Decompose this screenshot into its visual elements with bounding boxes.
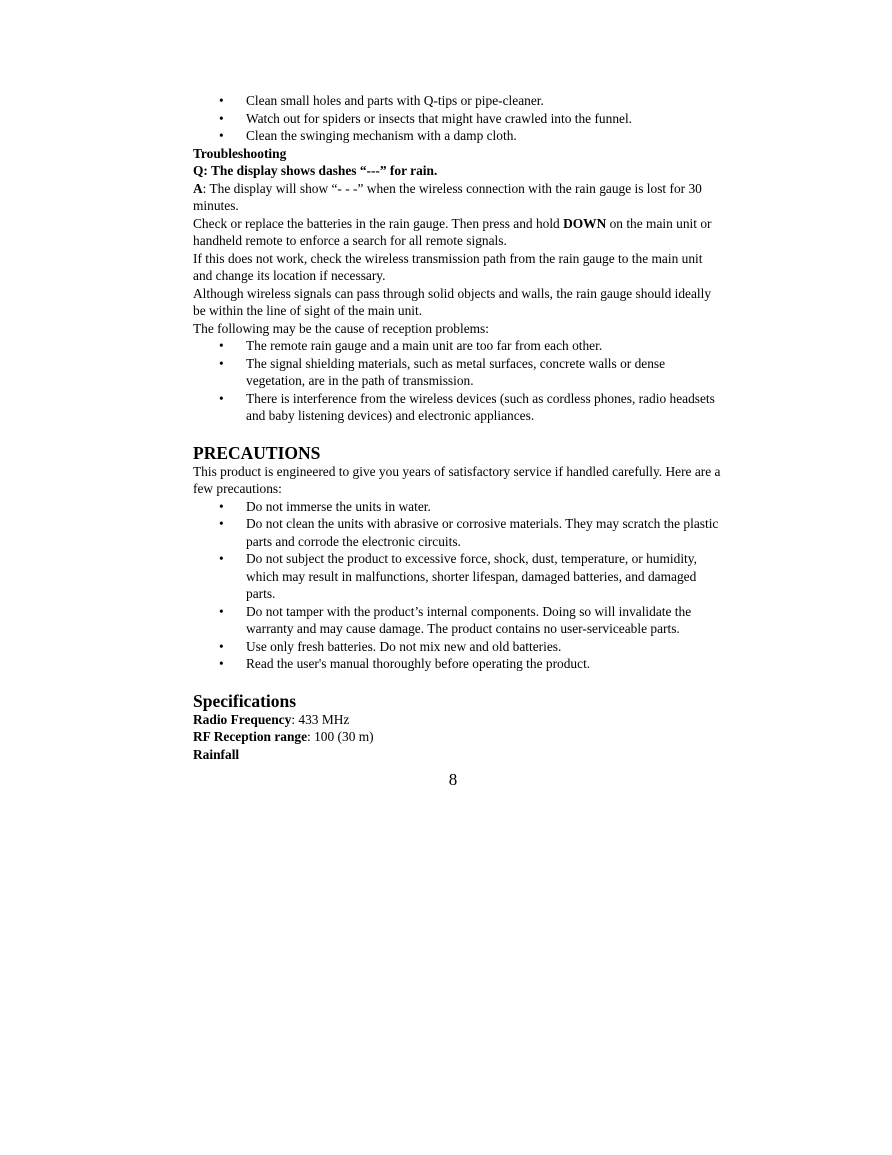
list-item: • Clean the swinging mechanism with a damp cloth. [193, 127, 723, 145]
spec-rf-range [193, 728, 723, 746]
manual-page [193, 92, 723, 789]
line-of-sight-paragraph: Although wireless signals can pass through solid objects and walls, the rain gauge should ideally be within the line of sight of the main unit. [193, 285, 712, 318]
spec-label: RF Reception range [193, 729, 308, 744]
precautions-list [193, 498, 723, 673]
answer-text: : The display will show “- - -” when the wireless connection with the rain gauge is lost for 30 minutes. [193, 180, 702, 213]
list-item: • Do not subject the product to excessive force, shock, dust, temperature, or humidity, which may result in malfunctions, shorter lifespan, damaged batteries, and damaged parts. [193, 550, 723, 603]
battery-check-paragraph [193, 215, 723, 250]
list-item: • Do not clean the units with abrasive or corrosive materials. They may scratch the plastic parts and corrode the electronic circuits. [193, 515, 723, 550]
precautions-intro: This product is engineered to give you years of satisfactory service if handled carefully. Here are a few precautions: [193, 463, 721, 496]
list-item: • Watch out for spiders or insects that might have crawled into the funnel. [193, 110, 723, 128]
specifications-heading: Specifications [193, 690, 297, 711]
precautions-heading: PRECAUTIONS [193, 442, 321, 463]
list-item: • Do not tamper with the product’s internal components. Doing so will invalidate the warranty and may cause damage. The product contains no user-serviceable parts. [193, 603, 723, 638]
spec-rainfall-label: Rainfall [193, 746, 240, 762]
answer-label: A [193, 180, 203, 196]
transmission-path-paragraph: If this does not work, check the wireless transmission path from the rain gauge to the main unit and change its location if necessary. [193, 250, 703, 283]
cleaning-bullet-list [193, 92, 723, 145]
spec-label: Radio Frequency [193, 711, 292, 727]
list-item: • The signal shielding materials, such as metal surfaces, concrete walls or dense vegetation, are in the path of transmission. [193, 355, 723, 390]
list-item: • Do not immerse the units in water. [193, 498, 723, 516]
check-text-post: on the main unit or handheld remote to enforce a search for all remote signals. [193, 215, 712, 248]
list-item: • Read the user's manual thoroughly before operating the product. [193, 655, 723, 673]
list-item: • Use only fresh batteries. Do not mix new and old batteries. [193, 638, 723, 656]
spec-radio-frequency [193, 711, 723, 729]
reception-causes-intro: The following may be the cause of reception problems: [193, 320, 489, 336]
spec-value: : 433 MHz [291, 711, 350, 727]
check-text-pre: Check or replace the batteries in the rain gauge. Then press and hold [193, 215, 564, 231]
down-key-label: DOWN [563, 215, 607, 231]
list-item: • There is interference from the wireless devices (such as cordless phones, radio headsets and baby listening devices) and electronic appliances. [193, 390, 723, 425]
troubleshooting-heading: Troubleshooting [193, 145, 287, 161]
page-number: 8 [448, 770, 458, 789]
reception-causes-list [193, 337, 723, 425]
troubleshooting-answer [193, 180, 723, 215]
troubleshooting-question: Q: The display shows dashes “---” for rain. [193, 163, 438, 178]
list-item: • Clean small holes and parts with Q-tips or pipe-cleaner. [193, 92, 723, 110]
spec-value: : 100 (30 m) [307, 729, 374, 744]
list-item: • The remote rain gauge and a main unit are too far from each other. [193, 337, 723, 355]
